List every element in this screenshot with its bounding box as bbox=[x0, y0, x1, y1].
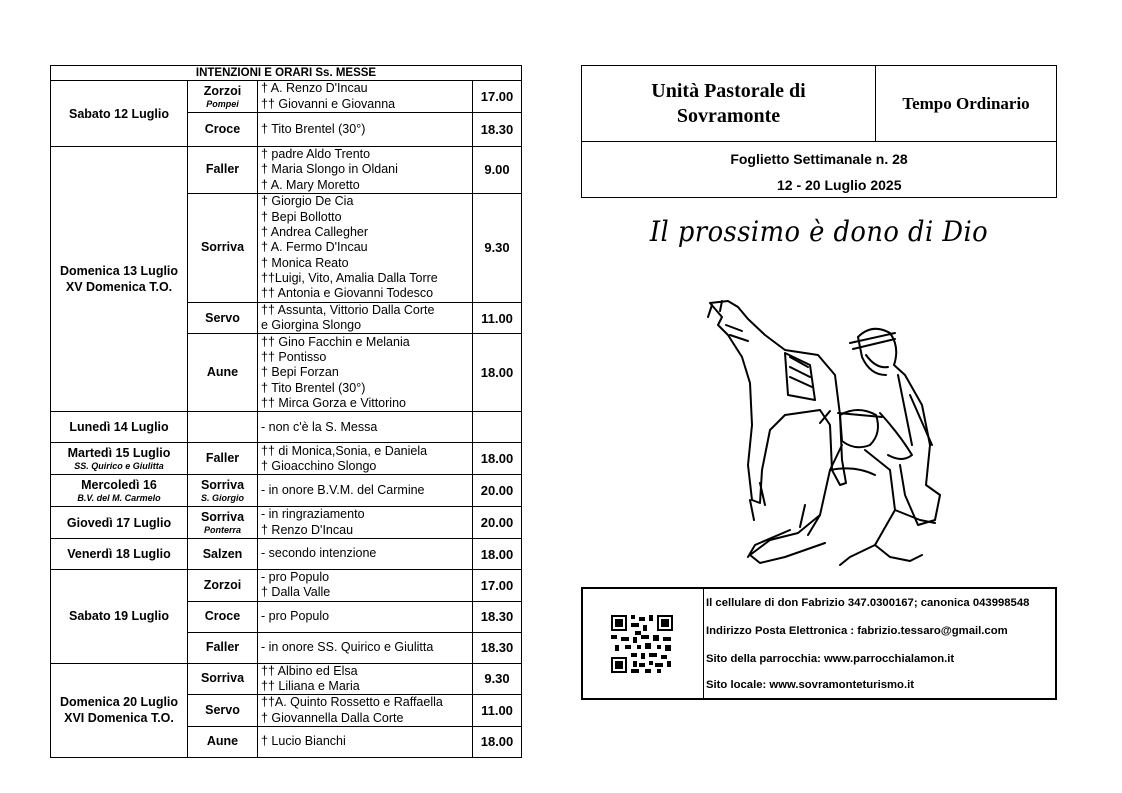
schedule-row bbox=[51, 507, 522, 539]
intention-line: † Lucio Bianchi bbox=[261, 734, 346, 749]
day-label: Sabato 19 Luglio bbox=[68, 609, 169, 624]
mass-intentions bbox=[258, 507, 473, 539]
schedule-row bbox=[51, 147, 522, 194]
day-subtitle: XVI Domenica T.O. bbox=[64, 711, 174, 726]
schedule-day bbox=[51, 475, 188, 507]
day-label: Domenica 13 Luglio bbox=[59, 264, 179, 279]
location-label: Servo bbox=[205, 310, 240, 325]
day-subtitle: SS. Quirico e Giulitta bbox=[74, 461, 164, 472]
schedule-location bbox=[188, 695, 258, 727]
intention-line: † Dalla Valle bbox=[261, 585, 331, 600]
intention-line: † Renzo D'Incau bbox=[261, 522, 354, 537]
pastoral-unit-title bbox=[582, 66, 876, 142]
schedule-row bbox=[51, 663, 522, 695]
location-label: Faller bbox=[205, 640, 240, 655]
mass-intentions bbox=[258, 443, 473, 475]
schedule-day bbox=[51, 147, 188, 412]
schedule-location bbox=[188, 147, 258, 194]
location-label: Faller bbox=[205, 451, 240, 466]
mass-time: 18.00 bbox=[473, 539, 522, 570]
location-subtitle: Pompei bbox=[206, 99, 239, 109]
schedule-day bbox=[51, 443, 188, 475]
intention-line: † Monica Reato bbox=[261, 255, 349, 270]
intention-line: ††Luigi, Vito, Amalia Dalla Torre bbox=[261, 270, 438, 285]
location-subtitle: Ponterra bbox=[203, 525, 241, 536]
schedule-location bbox=[188, 601, 258, 632]
mass-time: 9.00 bbox=[473, 147, 522, 194]
intention-line: †† di Monica,Sonia, e Daniela bbox=[261, 443, 428, 458]
mass-intentions bbox=[258, 302, 473, 334]
mass-time: 20.00 bbox=[473, 507, 522, 539]
mass-intentions bbox=[258, 147, 473, 194]
intention-line: †† Liliana e Maria bbox=[261, 678, 360, 693]
day-label: Mercoledì 16 bbox=[81, 478, 157, 493]
mass-intentions bbox=[258, 632, 473, 663]
mass-intentions bbox=[258, 695, 473, 727]
schedule-location bbox=[188, 726, 258, 757]
intention-line: †† Pontisso bbox=[261, 350, 327, 365]
bulletin-header bbox=[581, 65, 1057, 198]
intention-line: † Giovannella Dalla Corte bbox=[261, 710, 404, 725]
intention-line: † A. Mary Moretto bbox=[261, 177, 360, 192]
mass-intentions bbox=[258, 412, 473, 443]
intention-line: ††A. Quinto Rossetto e Raffaella bbox=[261, 695, 443, 710]
mass-intentions bbox=[258, 193, 473, 302]
schedule-row bbox=[51, 539, 522, 570]
mass-time: 18.30 bbox=[473, 632, 522, 663]
schedule-location bbox=[188, 113, 258, 147]
schedule-day bbox=[51, 663, 188, 757]
location-label: Sorriva bbox=[200, 478, 245, 493]
day-label: Lunedì 14 Luglio bbox=[69, 420, 169, 435]
mass-intentions bbox=[258, 475, 473, 507]
schedule-location bbox=[188, 81, 258, 113]
location-label: Sorriva bbox=[200, 510, 245, 525]
schedule-location bbox=[188, 334, 258, 412]
schedule-location bbox=[188, 539, 258, 570]
schedule-location bbox=[188, 507, 258, 539]
weekly-motto: Il prossimo è dono di Dio bbox=[649, 215, 989, 248]
schedule-location bbox=[188, 412, 258, 443]
intention-line: † Gioacchino Slongo bbox=[261, 458, 377, 473]
location-label: Salzen bbox=[202, 546, 243, 561]
intention-line: †† Gino Facchin e Melania bbox=[261, 334, 410, 349]
mass-time: 18.00 bbox=[473, 726, 522, 757]
schedule-row bbox=[51, 475, 522, 507]
schedule-row bbox=[51, 443, 522, 475]
mass-intentions bbox=[258, 663, 473, 695]
intention-line: - non c'è la S. Messa bbox=[261, 419, 378, 434]
qr-code-cell bbox=[583, 589, 704, 698]
mass-time: 18.00 bbox=[473, 443, 522, 475]
schedule-day bbox=[51, 412, 188, 443]
mass-intentions bbox=[258, 113, 473, 147]
schedule-location bbox=[188, 663, 258, 695]
location-label: Croce bbox=[204, 609, 241, 624]
mass-time: 17.00 bbox=[473, 81, 522, 113]
phone-contact: Il cellulare di don Fabrizio 347.0300167; canonica 043998548 bbox=[706, 597, 1030, 609]
intention-line: - pro Populo bbox=[261, 609, 330, 624]
schedule-location bbox=[188, 443, 258, 475]
unit-line-2: Sovramonte bbox=[676, 104, 781, 127]
schedule-location bbox=[188, 570, 258, 602]
intention-line: †† Albino ed Elsa bbox=[261, 663, 358, 678]
intention-line: - in onore B.V.M. del Carmine bbox=[261, 483, 425, 498]
intention-line: † Giorgio De Cia bbox=[261, 194, 354, 209]
mass-time: 18.30 bbox=[473, 113, 522, 147]
intention-line: e Giorgina Slongo bbox=[261, 318, 362, 333]
schedule-row bbox=[51, 570, 522, 602]
intention-line: - secondo intenzione bbox=[261, 546, 377, 561]
day-label: Sabato 12 Luglio bbox=[68, 106, 169, 121]
mass-time: 18.00 bbox=[473, 334, 522, 412]
day-subtitle: XV Domenica T.O. bbox=[65, 280, 173, 295]
mass-time: 9.30 bbox=[473, 193, 522, 302]
schedule-location bbox=[188, 302, 258, 334]
mass-time: 11.00 bbox=[473, 302, 522, 334]
intention-line: †† Assunta, Vittorio Dalla Corte bbox=[261, 302, 435, 317]
parish-website[interactable]: Sito della parrocchia: www.parrocchialamon.it bbox=[706, 653, 955, 665]
day-subtitle: B.V. del M. Carmelo bbox=[77, 493, 161, 504]
location-label: Aune bbox=[206, 365, 239, 380]
intention-line: † Tito Brentel (30°) bbox=[261, 121, 366, 136]
mass-intentions bbox=[258, 81, 473, 113]
mass-time: 20.00 bbox=[473, 475, 522, 507]
liturgical-season: Tempo Ordinario bbox=[876, 66, 1056, 142]
bulletin-info bbox=[582, 142, 1056, 198]
schedule-day bbox=[51, 570, 188, 664]
location-label: Zorzoi bbox=[203, 84, 242, 98]
contact-info-box bbox=[581, 587, 1057, 700]
local-website[interactable]: Sito locale: www.sovramonteturismo.it bbox=[706, 679, 914, 691]
day-label: Giovedì 17 Luglio bbox=[66, 515, 172, 530]
intention-line: † A. Fermo D'Incau bbox=[261, 240, 368, 255]
location-label: Servo bbox=[205, 703, 240, 718]
location-label: Aune bbox=[206, 734, 239, 749]
schedule-location bbox=[188, 632, 258, 663]
mass-intentions bbox=[258, 726, 473, 757]
schedule-location bbox=[188, 193, 258, 302]
intention-line: † Bepi Forzan bbox=[261, 365, 339, 380]
mass-intentions bbox=[258, 539, 473, 570]
location-label: Sorriva bbox=[200, 671, 245, 686]
schedule-title: INTENZIONI E ORARI Ss. MESSE bbox=[51, 66, 522, 81]
bulletin-dates: 12 - 20 Luglio 2025 bbox=[777, 177, 902, 193]
qr-code-icon bbox=[611, 615, 673, 673]
email-contact[interactable]: Indirizzo Posta Elettronica : fabrizio.tessaro@gmail.com bbox=[706, 625, 1008, 637]
intention-line: † Maria Slongo in Oldani bbox=[261, 162, 398, 177]
schedule-day bbox=[51, 507, 188, 539]
intention-line: † Andrea Callegher bbox=[261, 224, 369, 239]
bulletin-number: Foglietto Settimanale n. 28 bbox=[730, 151, 908, 167]
mass-intentions bbox=[258, 334, 473, 412]
schedule-day bbox=[51, 81, 188, 147]
schedule-location bbox=[188, 475, 258, 507]
mass-intentions bbox=[258, 570, 473, 602]
mass-schedule-table bbox=[50, 65, 522, 758]
location-label: Faller bbox=[205, 162, 240, 177]
mass-time bbox=[473, 412, 522, 443]
location-label: Sorriva bbox=[200, 240, 245, 255]
good-samaritan-illustration bbox=[690, 295, 990, 570]
intention-line: † Bepi Bollotto bbox=[261, 209, 342, 224]
mass-time: 9.30 bbox=[473, 663, 522, 695]
location-subtitle: S. Giorgio bbox=[200, 493, 244, 504]
schedule-row bbox=[51, 81, 522, 113]
mass-time: 17.00 bbox=[473, 570, 522, 602]
intention-line: †† Giovanni e Giovanna bbox=[261, 96, 396, 111]
schedule-day bbox=[51, 539, 188, 570]
mass-time: 11.00 bbox=[473, 695, 522, 727]
intention-line: - in onore SS. Quirico e Giulitta bbox=[261, 640, 434, 655]
intention-line: - pro Populo bbox=[261, 570, 330, 585]
unit-line-1: Unità Pastorale di bbox=[651, 79, 806, 102]
mass-time: 18.30 bbox=[473, 601, 522, 632]
intention-line: †† Mirca Gorza e Vittorino bbox=[261, 395, 406, 410]
intention-line: †† Antonia e Giovanni Todesco bbox=[261, 286, 434, 301]
location-label: Croce bbox=[204, 122, 241, 136]
intention-line: † Tito Brentel (30°) bbox=[261, 380, 366, 395]
day-label: Venerdì 18 Luglio bbox=[67, 547, 171, 562]
day-label: Martedì 15 Luglio bbox=[67, 446, 171, 461]
mass-intentions bbox=[258, 601, 473, 632]
intention-line: - in ringraziamento bbox=[261, 507, 365, 522]
schedule-row bbox=[51, 412, 522, 443]
intention-line: † padre Aldo Trento bbox=[261, 147, 371, 161]
day-label: Domenica 20 Luglio bbox=[59, 695, 179, 710]
location-label: Zorzoi bbox=[203, 577, 242, 592]
intention-line: † A. Renzo D'Incau bbox=[261, 81, 368, 96]
